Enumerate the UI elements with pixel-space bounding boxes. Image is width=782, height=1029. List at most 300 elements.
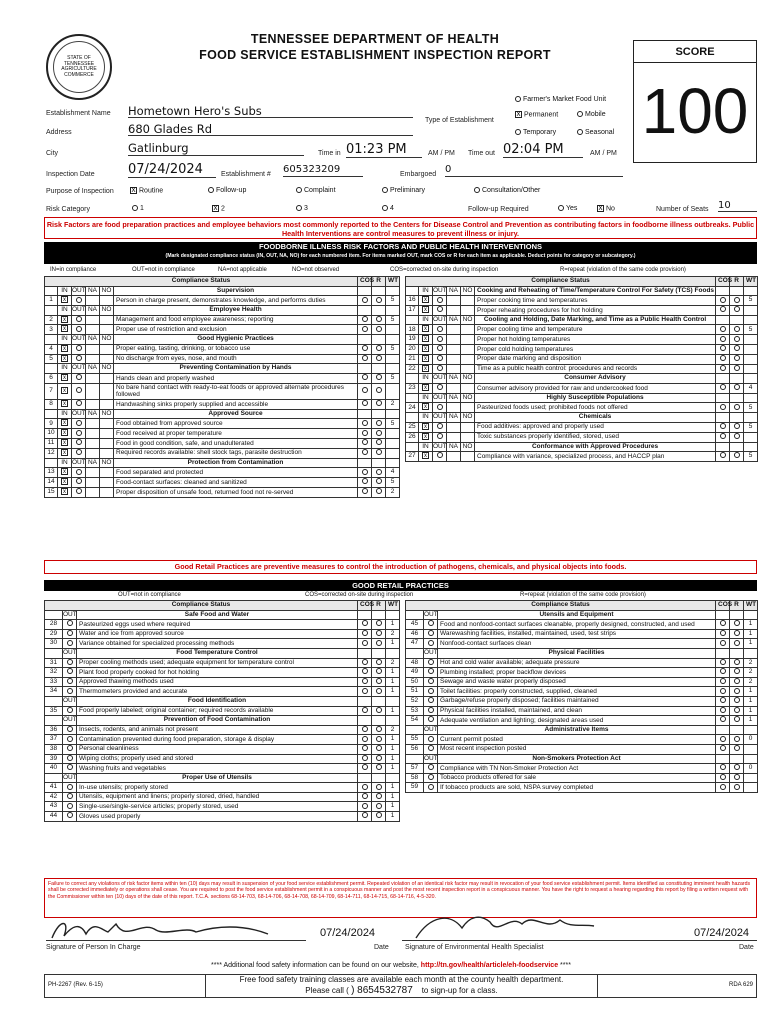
inspection-date-field[interactable] — [128, 162, 216, 178]
status-circle-icon[interactable] — [428, 659, 434, 665]
section-heading: Preventing Contamination by Hands — [114, 364, 358, 374]
info-line — [0, 962, 782, 969]
status-circle-icon[interactable] — [376, 736, 382, 742]
status-circle-icon[interactable] — [376, 784, 382, 790]
status-circle-icon[interactable] — [362, 736, 368, 742]
status-circle-icon[interactable] — [720, 784, 726, 790]
status-circle-icon[interactable] — [376, 640, 382, 646]
status-circle-icon[interactable] — [734, 716, 740, 722]
establishment-num-field[interactable] — [283, 164, 363, 177]
status-circle-icon[interactable] — [376, 659, 382, 665]
status-circle-icon[interactable] — [362, 803, 368, 809]
weight-cell: 2 — [386, 629, 400, 639]
col-na: NA — [447, 374, 461, 384]
legend-in: IN=in compliance — [50, 267, 97, 273]
status-circle-icon[interactable] — [734, 326, 740, 332]
status-circle-icon[interactable] — [362, 620, 368, 626]
status-circle-icon[interactable] — [720, 336, 726, 342]
status-circle-icon[interactable] — [362, 640, 368, 646]
info-link[interactable]: http://tn.gov/health/article/eh-foodservice — [420, 962, 559, 969]
status-checkbox-icon[interactable]: x — [424, 307, 427, 313]
item-description: Adequate ventilation and lighting; designated areas used — [438, 716, 716, 726]
status-circle-icon[interactable] — [76, 355, 82, 361]
na-cell — [86, 354, 100, 364]
status-circle-icon[interactable] — [428, 688, 434, 694]
status-circle-icon[interactable] — [720, 716, 726, 722]
purpose-complaint[interactable]: Complaint — [296, 187, 336, 194]
out-cell — [72, 374, 86, 384]
r-cell — [372, 325, 386, 335]
status-circle-icon[interactable] — [376, 316, 382, 322]
status-circle-icon[interactable] — [67, 659, 73, 665]
status-circle-icon[interactable] — [362, 449, 368, 455]
status-circle-icon[interactable] — [720, 452, 726, 458]
section-row — [406, 610, 758, 620]
section-blank — [406, 442, 419, 452]
item-number: 18 — [406, 325, 419, 335]
risk-4[interactable]: 4 — [382, 205, 394, 212]
status-circle-icon[interactable] — [362, 630, 368, 636]
status-circle-icon[interactable] — [362, 374, 368, 380]
score-label: SCORE — [634, 41, 756, 63]
ehs-signature-line[interactable] — [402, 940, 757, 941]
col-no: NO — [461, 413, 475, 423]
status-circle-icon[interactable] — [428, 620, 434, 626]
status-circle-icon[interactable] — [362, 387, 368, 393]
r-cell — [372, 783, 386, 793]
status-circle-icon[interactable] — [376, 420, 382, 426]
status-circle-icon[interactable] — [734, 306, 740, 312]
status-circle-icon[interactable] — [734, 659, 740, 665]
status-circle-icon[interactable] — [734, 640, 740, 646]
status-checkbox-icon[interactable]: x — [424, 404, 427, 411]
status-circle-icon[interactable] — [376, 688, 382, 694]
status-circle-icon[interactable] — [76, 400, 82, 406]
status-circle-icon[interactable] — [76, 297, 82, 303]
status-circle-icon[interactable] — [437, 326, 443, 332]
out-cell — [72, 419, 86, 429]
status-checkbox-icon[interactable]: x — [63, 420, 66, 427]
item-description: Food obtained from approved source — [114, 419, 358, 429]
status-circle-icon[interactable] — [437, 423, 443, 429]
status-circle-icon[interactable] — [376, 430, 382, 436]
status-circle-icon[interactable] — [362, 297, 368, 303]
status-circle-icon[interactable] — [428, 716, 434, 722]
status-circle-icon[interactable] — [362, 355, 368, 361]
out-cell — [63, 783, 77, 793]
status-circle-icon[interactable] — [428, 784, 434, 790]
status-circle-icon[interactable] — [376, 449, 382, 455]
section-blank — [358, 648, 372, 658]
status-checkbox-icon[interactable]: x — [63, 488, 66, 495]
status-circle-icon[interactable] — [437, 336, 443, 342]
cos-cell — [716, 629, 730, 639]
status-circle-icon[interactable] — [362, 755, 368, 761]
item-number: 49 — [406, 668, 424, 678]
status-circle-icon[interactable] — [720, 764, 726, 770]
grp-legend-out: OUT=not in compliance — [118, 592, 181, 598]
status-circle-icon[interactable] — [428, 736, 434, 742]
status-checkbox-icon[interactable]: x — [63, 401, 66, 408]
cos-cell — [358, 374, 372, 384]
status-circle-icon[interactable] — [362, 793, 368, 799]
status-circle-icon[interactable] — [362, 316, 368, 322]
status-circle-icon[interactable] — [720, 697, 726, 703]
establishment-name-field[interactable] — [128, 104, 413, 118]
status-checkbox-icon[interactable]: x — [63, 326, 66, 333]
status-checkbox-icon[interactable]: x — [63, 388, 66, 395]
status-circle-icon[interactable] — [67, 640, 73, 646]
status-checkbox-icon[interactable]: x — [424, 453, 427, 460]
type-farmers-market[interactable]: Farmer's Market Food Unit — [515, 96, 606, 103]
status-circle-icon[interactable] — [67, 736, 73, 742]
status-circle-icon[interactable] — [76, 488, 82, 494]
purpose-follow-up[interactable]: Follow-up — [208, 187, 246, 194]
status-circle-icon[interactable] — [720, 640, 726, 646]
status-circle-icon[interactable] — [362, 688, 368, 694]
status-circle-icon[interactable] — [362, 430, 368, 436]
na-cell — [447, 335, 461, 345]
status-circle-icon[interactable] — [734, 764, 740, 770]
status-circle-icon[interactable] — [734, 620, 740, 626]
status-circle-icon[interactable] — [428, 774, 434, 780]
status-circle-icon[interactable] — [67, 784, 73, 790]
type-mobile[interactable]: Mobile — [577, 111, 606, 118]
status-circle-icon[interactable] — [720, 678, 726, 684]
followup-no[interactable]: x No — [597, 205, 615, 212]
type-temporary[interactable]: Temporary — [515, 129, 556, 136]
table-row — [406, 764, 758, 774]
status-circle-icon[interactable] — [720, 707, 726, 713]
status-circle-icon[interactable] — [376, 793, 382, 799]
status-checkbox-icon[interactable]: x — [424, 355, 427, 362]
section-blank — [386, 610, 400, 620]
status-circle-icon[interactable] — [428, 764, 434, 770]
status-circle-icon[interactable] — [428, 678, 434, 684]
time-out-field[interactable] — [503, 142, 583, 158]
status-circle-icon[interactable] — [720, 774, 726, 780]
status-circle-icon[interactable] — [376, 387, 382, 393]
purpose-routine[interactable]: x Routine — [130, 187, 163, 194]
purpose-preliminary[interactable]: Preliminary — [382, 187, 425, 194]
item-description: Compliance with variance, specialized process, and HACCP plan — [475, 452, 716, 462]
status-circle-icon[interactable] — [734, 668, 740, 674]
status-circle-icon[interactable] — [437, 355, 443, 361]
status-circle-icon[interactable] — [720, 659, 726, 665]
status-circle-icon[interactable] — [376, 620, 382, 626]
status-circle-icon[interactable] — [734, 707, 740, 713]
status-circle-icon[interactable] — [362, 678, 368, 684]
status-circle-icon[interactable] — [734, 336, 740, 342]
ehs-date: 07/24/2024 — [694, 927, 750, 939]
cos-cell — [358, 315, 372, 325]
status-circle-icon[interactable] — [376, 707, 382, 713]
status-checkbox-icon[interactable]: x — [63, 449, 66, 456]
status-checkbox-icon[interactable]: x — [63, 430, 66, 437]
followup-yes[interactable]: Yes — [558, 205, 577, 212]
status-circle-icon[interactable] — [376, 488, 382, 494]
item-description: Food received at proper temperature — [114, 429, 358, 439]
status-circle-icon[interactable] — [67, 668, 73, 674]
status-circle-icon[interactable] — [428, 640, 434, 646]
section-blank — [372, 364, 386, 374]
status-circle-icon[interactable] — [376, 400, 382, 406]
status-circle-icon[interactable] — [734, 630, 740, 636]
status-circle-icon[interactable] — [376, 345, 382, 351]
risk-1[interactable]: 1 — [132, 205, 144, 212]
status-circle-icon[interactable] — [67, 793, 73, 799]
item-description: Warewashing facilities, installed, maintained, used, test strips — [438, 629, 716, 639]
status-circle-icon[interactable] — [362, 488, 368, 494]
item-number: 32 — [45, 668, 63, 678]
na-cell — [86, 325, 100, 335]
out-cell — [424, 668, 438, 678]
status-circle-icon[interactable] — [437, 345, 443, 351]
cos-cell — [716, 364, 730, 374]
status-circle-icon[interactable] — [67, 620, 73, 626]
status-circle-icon[interactable] — [720, 326, 726, 332]
status-circle-icon[interactable] — [67, 726, 73, 732]
status-circle-icon[interactable] — [376, 355, 382, 361]
status-circle-icon[interactable] — [362, 345, 368, 351]
section-blank — [372, 773, 386, 783]
status-circle-icon[interactable] — [720, 404, 726, 410]
risk-factors-banner: Risk Factors are food preparation practices and employee behaviors most commonly reported to the Centers for Disease Control and Prevention as contributing factors in foodborne illness outbreaks. Public Health Interventions are control measures to prevent illness or injury. — [44, 217, 757, 239]
status-circle-icon[interactable] — [67, 707, 73, 713]
seats-field[interactable] — [718, 200, 757, 212]
purpose-consultation[interactable]: Consultation/Other — [474, 187, 540, 194]
status-circle-icon[interactable] — [76, 316, 82, 322]
status-checkbox-icon[interactable]: x — [63, 469, 66, 476]
out-cell — [424, 783, 438, 793]
status-circle-icon[interactable] — [720, 384, 726, 390]
status-circle-icon[interactable] — [437, 433, 443, 439]
status-circle-icon[interactable] — [67, 755, 73, 761]
status-checkbox-icon[interactable]: x — [63, 355, 66, 362]
status-circle-icon[interactable] — [376, 678, 382, 684]
status-circle-icon[interactable] — [376, 755, 382, 761]
status-circle-icon[interactable] — [376, 668, 382, 674]
section-blank — [358, 306, 372, 316]
status-circle-icon[interactable] — [720, 745, 726, 751]
status-circle-icon[interactable] — [734, 452, 740, 458]
status-circle-icon[interactable] — [437, 365, 443, 371]
status-circle-icon[interactable] — [720, 365, 726, 371]
status-circle-icon[interactable] — [734, 784, 740, 790]
status-circle-icon[interactable] — [67, 630, 73, 636]
section-heading: Non-Smokers Protection Act — [438, 754, 716, 764]
status-circle-icon[interactable] — [428, 668, 434, 674]
status-circle-icon[interactable] — [720, 355, 726, 361]
item-description: Pasteurized foods used; prohibited foods not offered — [475, 403, 716, 413]
status-circle-icon[interactable] — [362, 478, 368, 484]
status-circle-icon[interactable] — [376, 630, 382, 636]
status-circle-icon[interactable] — [428, 745, 434, 751]
embargoed-field[interactable] — [445, 164, 623, 177]
status-circle-icon[interactable] — [76, 439, 82, 445]
status-circle-icon[interactable] — [362, 469, 368, 475]
risk-3[interactable]: 3 — [296, 205, 308, 212]
status-checkbox-icon[interactable]: x — [424, 346, 427, 353]
in-cell — [419, 403, 433, 413]
state-seal-text: STATE OF TENNESSEE AGRICULTURE COMMERCE — [53, 41, 105, 93]
status-circle-icon[interactable] — [76, 326, 82, 332]
col-r: R — [372, 601, 386, 611]
status-circle-icon[interactable] — [76, 478, 82, 484]
status-circle-icon[interactable] — [362, 668, 368, 674]
status-circle-icon[interactable] — [76, 345, 82, 351]
time-in-field[interactable] — [346, 142, 422, 158]
status-circle-icon[interactable] — [376, 469, 382, 475]
cos-cell — [358, 735, 372, 745]
status-checkbox-icon[interactable]: x — [424, 336, 427, 343]
city-field[interactable] — [128, 141, 304, 156]
item-number: 42 — [45, 792, 63, 802]
status-circle-icon[interactable] — [734, 345, 740, 351]
status-circle-icon[interactable] — [720, 688, 726, 694]
status-circle-icon[interactable] — [376, 439, 382, 445]
item-number: 13 — [45, 468, 58, 478]
status-checkbox-icon[interactable]: x — [424, 365, 427, 372]
status-circle-icon[interactable] — [67, 688, 73, 694]
form-title: FOOD SERVICE ESTABLISHMENT INSPECTION REPORT — [199, 48, 551, 62]
status-checkbox-icon[interactable]: x — [63, 345, 66, 352]
status-circle-icon[interactable] — [67, 803, 73, 809]
status-circle-icon[interactable] — [76, 469, 82, 475]
status-circle-icon[interactable] — [362, 764, 368, 770]
status-circle-icon[interactable] — [376, 326, 382, 332]
status-circle-icon[interactable] — [362, 439, 368, 445]
status-circle-icon[interactable] — [437, 452, 443, 458]
status-circle-icon[interactable] — [720, 297, 726, 303]
status-circle-icon[interactable] — [720, 736, 726, 742]
status-circle-icon[interactable] — [76, 420, 82, 426]
status-circle-icon[interactable] — [720, 630, 726, 636]
status-circle-icon[interactable] — [362, 784, 368, 790]
status-circle-icon[interactable] — [376, 297, 382, 303]
status-circle-icon[interactable] — [362, 812, 368, 818]
status-circle-icon[interactable] — [362, 420, 368, 426]
status-circle-icon[interactable] — [376, 745, 382, 751]
type-seasonal[interactable]: Seasonal — [577, 129, 614, 136]
status-circle-icon[interactable] — [76, 430, 82, 436]
out-cell — [63, 668, 77, 678]
status-circle-icon[interactable] — [734, 745, 740, 751]
status-checkbox-icon[interactable]: x — [63, 375, 66, 382]
status-circle-icon[interactable] — [428, 630, 434, 636]
table-row — [406, 335, 758, 345]
status-circle-icon[interactable] — [734, 678, 740, 684]
status-circle-icon[interactable] — [376, 726, 382, 732]
r-cell — [730, 354, 744, 364]
status-circle-icon[interactable] — [734, 355, 740, 361]
item-description: Hands clean and properly washed — [114, 374, 358, 384]
pic-signature-line[interactable] — [46, 940, 306, 941]
status-circle-icon[interactable] — [428, 707, 434, 713]
weight-cell: 1 — [744, 620, 758, 630]
status-circle-icon[interactable] — [720, 306, 726, 312]
status-circle-icon[interactable] — [67, 745, 73, 751]
item-number: 52 — [406, 696, 424, 706]
status-circle-icon[interactable] — [437, 404, 443, 410]
status-circle-icon[interactable] — [362, 745, 368, 751]
status-circle-icon[interactable] — [720, 620, 726, 626]
weight-cell — [744, 773, 758, 783]
status-checkbox-icon[interactable]: x — [63, 316, 66, 323]
status-checkbox-icon[interactable]: x — [63, 297, 66, 304]
weight-cell: 2 — [744, 677, 758, 687]
cos-cell — [716, 764, 730, 774]
address-field[interactable] — [128, 122, 413, 136]
status-checkbox-icon[interactable]: x — [63, 440, 66, 447]
status-circle-icon[interactable] — [376, 764, 382, 770]
status-circle-icon[interactable] — [76, 449, 82, 455]
status-circle-icon[interactable] — [437, 306, 443, 312]
status-circle-icon[interactable] — [734, 774, 740, 780]
status-circle-icon[interactable] — [734, 404, 740, 410]
status-circle-icon[interactable] — [734, 433, 740, 439]
table-row — [406, 620, 758, 630]
status-circle-icon[interactable] — [437, 384, 443, 390]
status-circle-icon[interactable] — [734, 736, 740, 742]
risk-2[interactable]: x 2 — [212, 205, 225, 212]
status-circle-icon[interactable] — [362, 707, 368, 713]
status-checkbox-icon[interactable]: x — [63, 479, 66, 486]
status-circle-icon[interactable] — [734, 697, 740, 703]
status-circle-icon[interactable] — [76, 374, 82, 380]
item-number: 23 — [406, 384, 419, 394]
status-circle-icon[interactable] — [734, 688, 740, 694]
status-circle-icon[interactable] — [376, 812, 382, 818]
status-circle-icon[interactable] — [362, 659, 368, 665]
out-cell — [72, 429, 86, 439]
status-circle-icon[interactable] — [67, 678, 73, 684]
status-circle-icon[interactable] — [376, 478, 382, 484]
status-circle-icon[interactable] — [734, 423, 740, 429]
item-description: Pasteurized eggs used where required — [77, 620, 358, 630]
status-circle-icon[interactable] — [720, 345, 726, 351]
section-blank — [372, 335, 386, 345]
status-checkbox-icon[interactable]: x — [424, 433, 427, 440]
status-circle-icon[interactable] — [362, 726, 368, 732]
item-number: 59 — [406, 783, 424, 793]
status-checkbox-icon[interactable]: x — [424, 423, 427, 430]
status-checkbox-icon[interactable]: x — [424, 297, 427, 304]
status-circle-icon[interactable] — [67, 812, 73, 818]
status-circle-icon[interactable] — [720, 433, 726, 439]
status-circle-icon[interactable] — [362, 400, 368, 406]
status-circle-icon[interactable] — [362, 326, 368, 332]
status-circle-icon[interactable] — [734, 297, 740, 303]
section-blank — [730, 610, 744, 620]
type-permanent[interactable]: xPermanent — [515, 111, 558, 118]
status-circle-icon[interactable] — [734, 365, 740, 371]
status-circle-icon[interactable] — [437, 297, 443, 303]
status-circle-icon[interactable] — [76, 387, 82, 393]
status-circle-icon[interactable] — [720, 423, 726, 429]
status-circle-icon[interactable] — [67, 764, 73, 770]
status-circle-icon[interactable] — [376, 803, 382, 809]
status-circle-icon[interactable] — [734, 384, 740, 390]
status-circle-icon[interactable] — [376, 374, 382, 380]
col-out: OUT — [63, 696, 77, 706]
status-checkbox-icon[interactable]: x — [424, 385, 427, 392]
status-circle-icon[interactable] — [720, 668, 726, 674]
weight-cell: 1 — [386, 812, 400, 822]
status-checkbox-icon[interactable]: x — [424, 326, 427, 333]
section-blank — [744, 393, 758, 403]
status-circle-icon[interactable] — [428, 697, 434, 703]
